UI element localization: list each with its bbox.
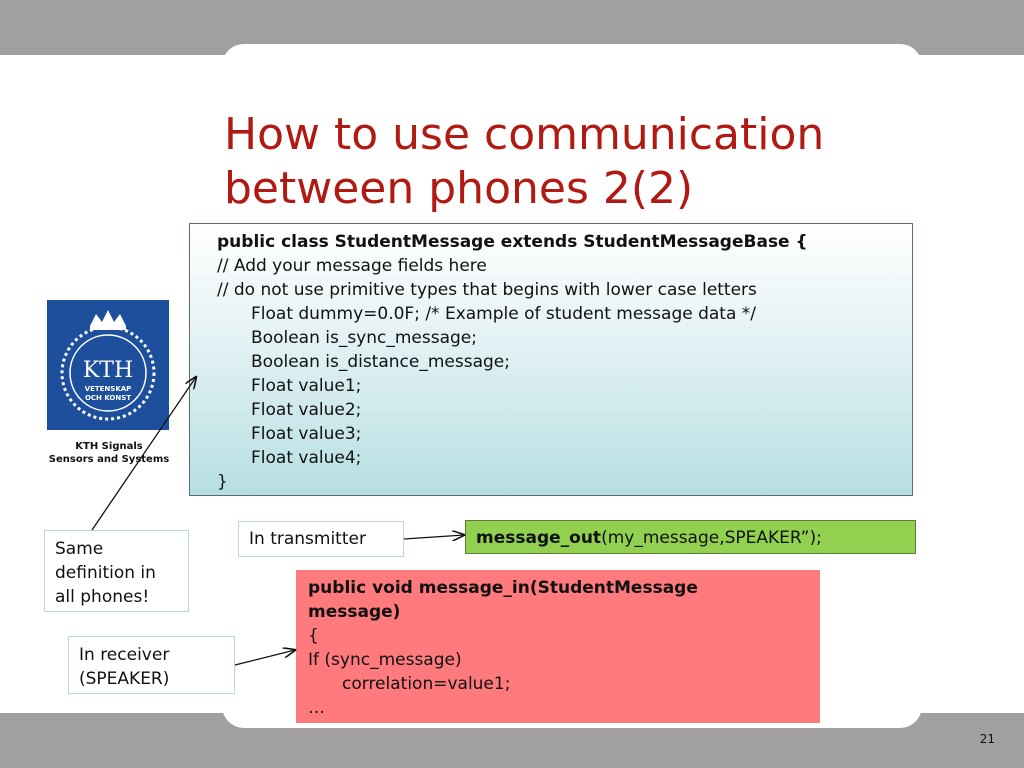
receive-code-line: If (sync_message) [308, 650, 462, 670]
title-line-1: How to use communication [224, 109, 825, 160]
callout-text: definition in [55, 563, 156, 583]
code-line: Float dummy=0.0F; /* Example of student message data */ [251, 304, 757, 324]
code-line: Float value2; [251, 400, 362, 420]
message-out-method: message_out [476, 528, 602, 548]
transmitter-arrow [404, 535, 464, 539]
receive-code-line: { [308, 626, 319, 646]
logo-caption-line-1: KTH Signals [75, 441, 143, 452]
page-number: 21 [979, 732, 995, 746]
code-line: Float value4; [251, 448, 362, 468]
receive-code-line: message) [308, 602, 401, 622]
same-definition-arrow [92, 377, 196, 530]
title-line-2: between phones 2(2) [224, 163, 694, 214]
code-line: Float value1; [251, 376, 362, 396]
callout-text: In receiver [79, 645, 170, 665]
code-line: public class StudentMessage extends StudentMessageBase { [217, 232, 808, 252]
callout-text: (SPEAKER) [79, 669, 170, 689]
receiver-arrow [235, 650, 295, 665]
code-line: Boolean is_distance_message; [251, 352, 510, 372]
callout-text: In transmitter [249, 529, 366, 549]
message-out-args: (my_message,SPEAKER”); [601, 528, 822, 548]
logo-vetenskap-text: VETENSKAP [84, 385, 132, 393]
code-line: Float value3; [251, 424, 362, 444]
logo-caption-line-2: Sensors and Systems [48, 454, 170, 465]
callout-text: all phones! [55, 587, 150, 607]
code-line: // do not use primitive types that begins with lower case letters [217, 280, 757, 300]
code-line: // Add your message fields here [217, 256, 487, 276]
receive-code-line: public void message_in(StudentMessage [308, 578, 698, 598]
receive-code-line: correlation=value1; [342, 674, 511, 694]
code-line: } [217, 472, 228, 492]
receive-code-line: … [308, 698, 325, 718]
callout-text: Same [55, 539, 104, 559]
code-line: Boolean is_sync_message; [251, 328, 477, 348]
logo-och-konst-text: OCH KONST [84, 394, 132, 402]
logo-kth-text: KTH [82, 358, 134, 383]
